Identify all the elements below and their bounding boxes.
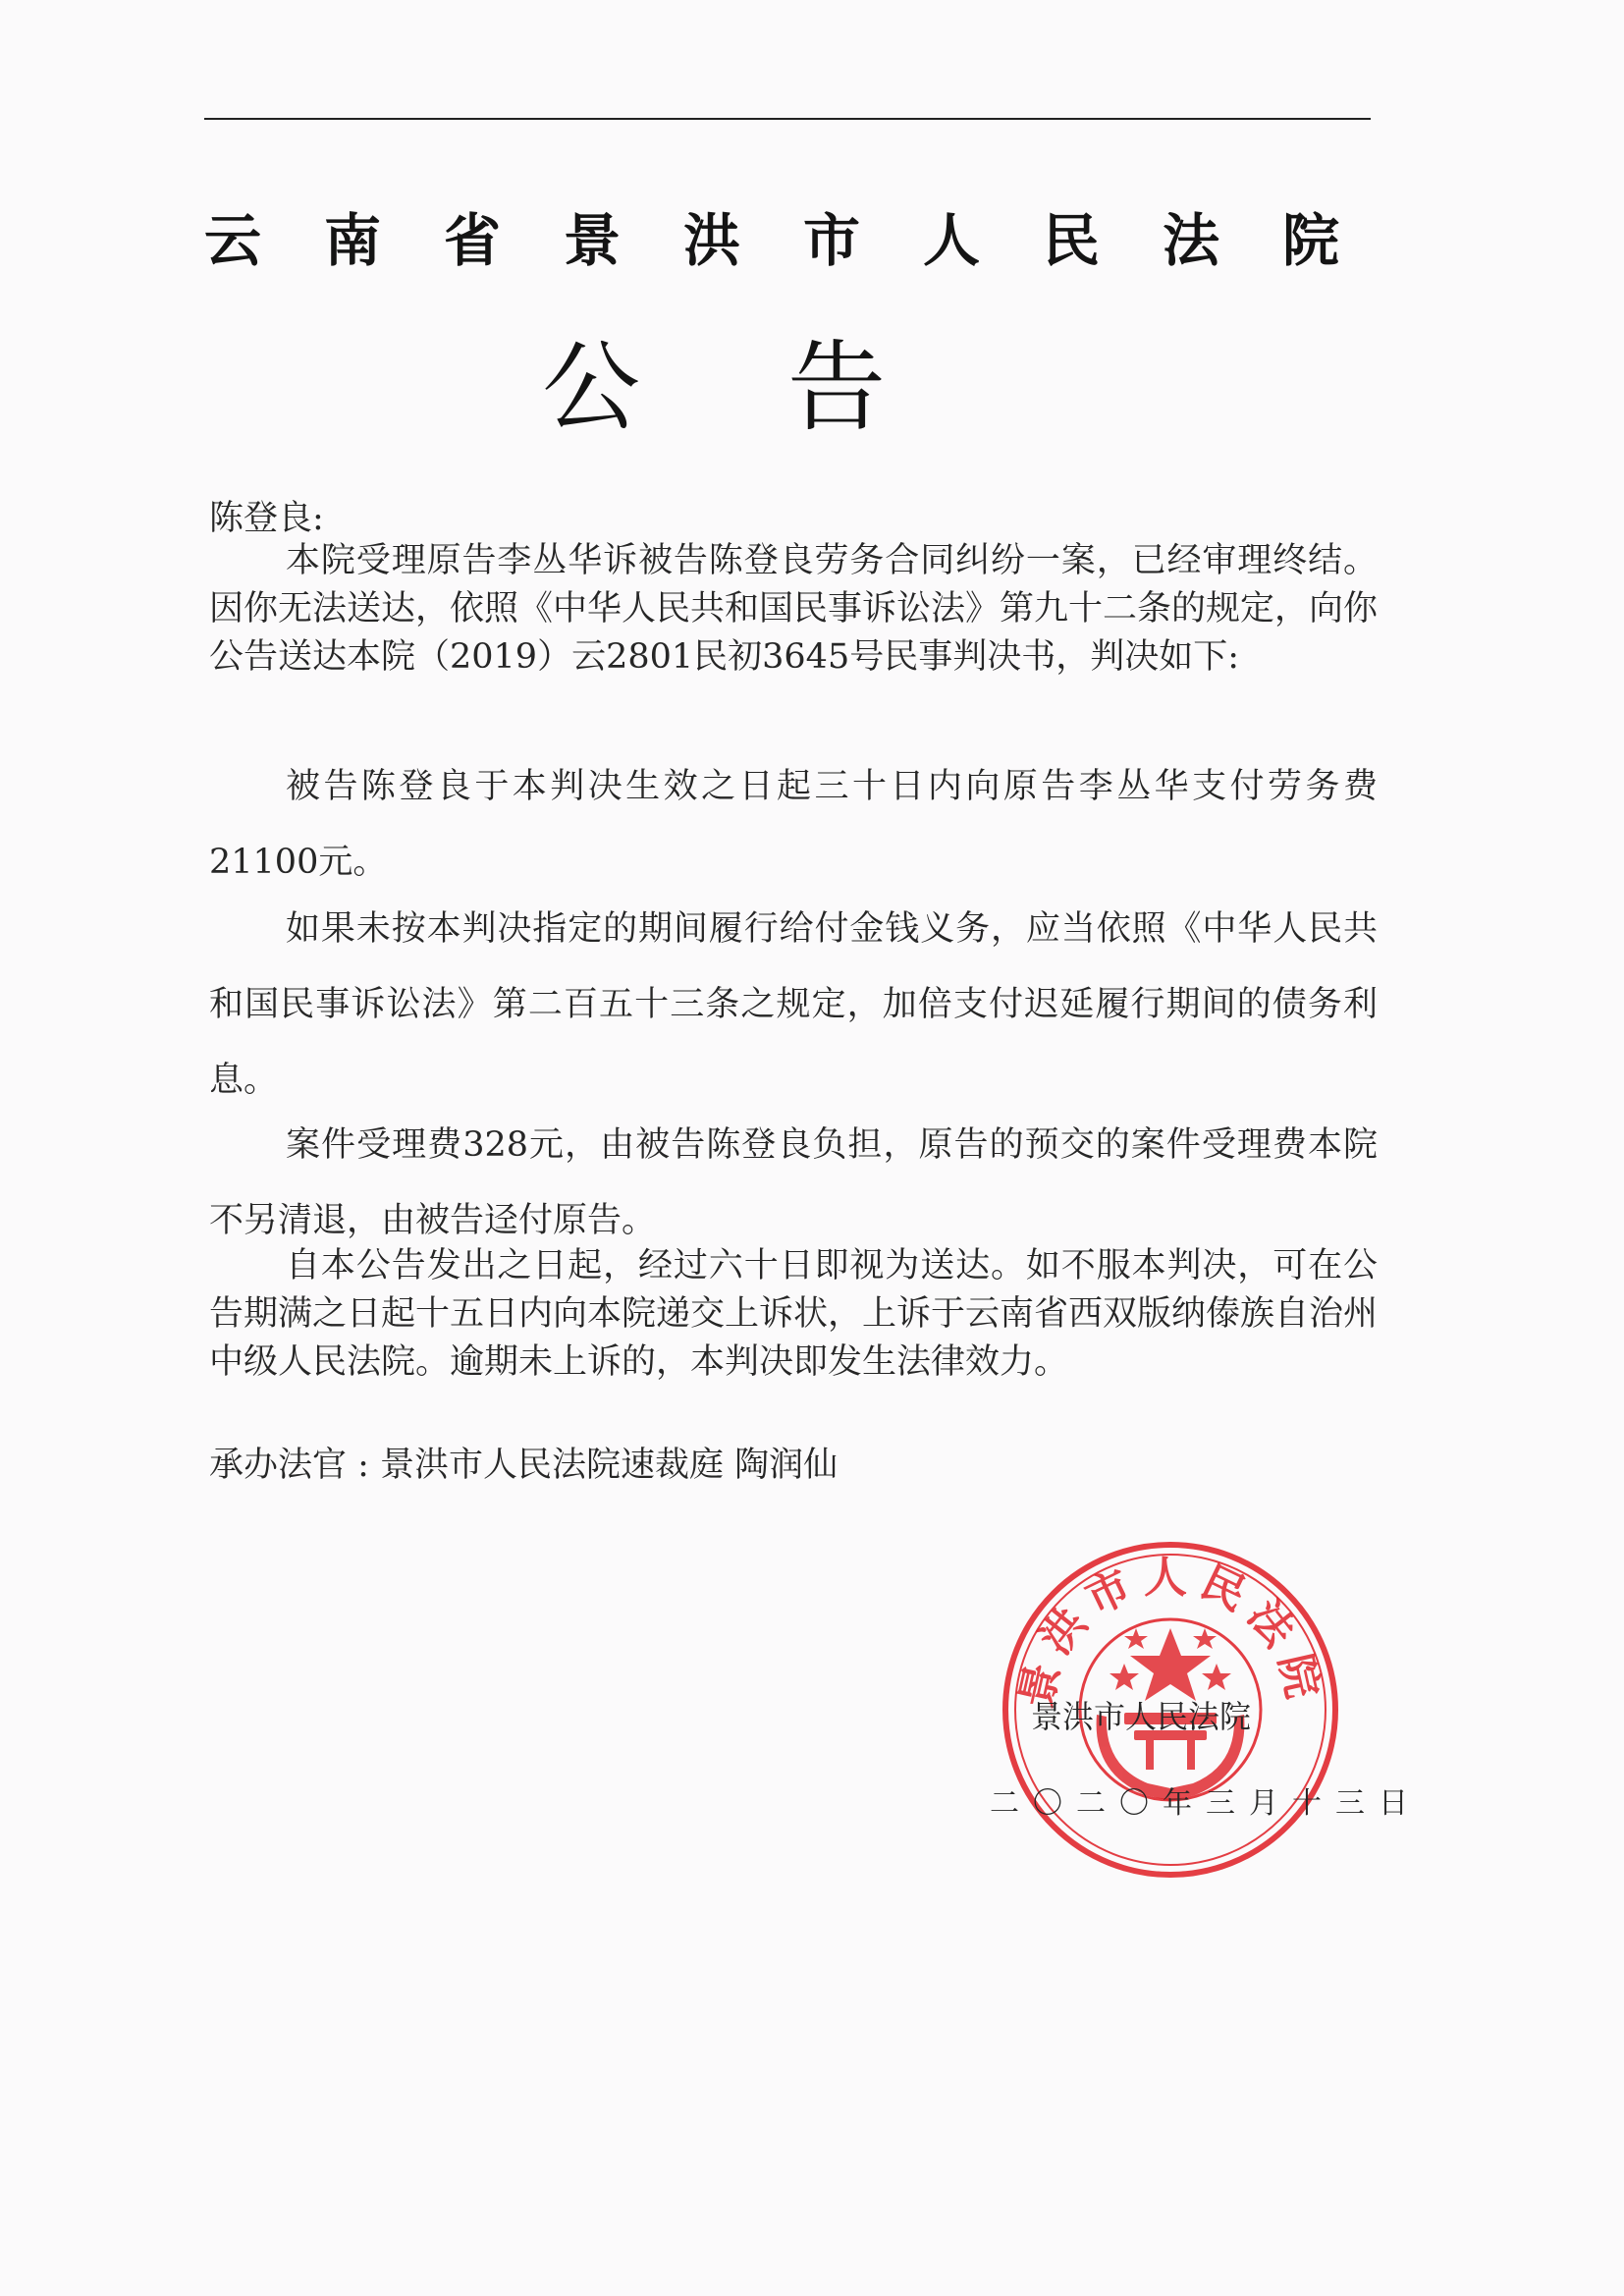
presiding-judge: 承办法官 : 景洪市人民法院速裁庭 陶润仙 xyxy=(209,1446,839,1485)
paragraph-appeal: 自本公告发出之日起，经过六十日即视为送达。如不服本判决，可在公告期满之日起十五日内向本院递交上诉状，上诉于云南省西双版纳傣族自治州中级人民法院。逾期未上诉的，本判决即发生法律效力。 xyxy=(209,1246,1379,1382)
court-name: 云南省景洪市人民法院 xyxy=(204,207,1403,274)
header-rule xyxy=(204,118,1371,120)
svg-text:景洪市人民法院: 景洪市人民法院 xyxy=(1010,1553,1330,1713)
signing-date: 二〇二〇年三月十三日 xyxy=(990,1786,1422,1821)
paragraph-case-fee: 案件受理费328元，由被告陈登良负担，原告的预交的案件受理费本院不另清退，由被告迳付原告。 xyxy=(209,1125,1378,1240)
addressee: 陈登良: xyxy=(209,499,324,538)
paragraph-judgment: 被告陈登良于本判决生效之日起三十日内向原告李丛华支付劳务费21100元。 xyxy=(209,767,1378,882)
paragraph-late-interest: 如果未按本判决指定的期间履行给付金钱义务，应当依照《中华人民共和国民事诉讼法》第二百五十三条之规定，加倍支付迟延履行期间的债务利息。 xyxy=(209,909,1378,1100)
paragraph-case-intro: 本院受理原告李丛华诉被告陈登良劳务合同纠纷一案，已经审理终结。因你无法送达，依照《中华人民共和国民事诉讼法》第九十二条的规定，向你公告送达本院（2019）云2801民初3645号民事判决书，判决如下: xyxy=(209,541,1379,677)
document-title: 公告 xyxy=(542,330,1033,445)
signing-court: 景洪市人民法院 xyxy=(1031,1698,1252,1735)
